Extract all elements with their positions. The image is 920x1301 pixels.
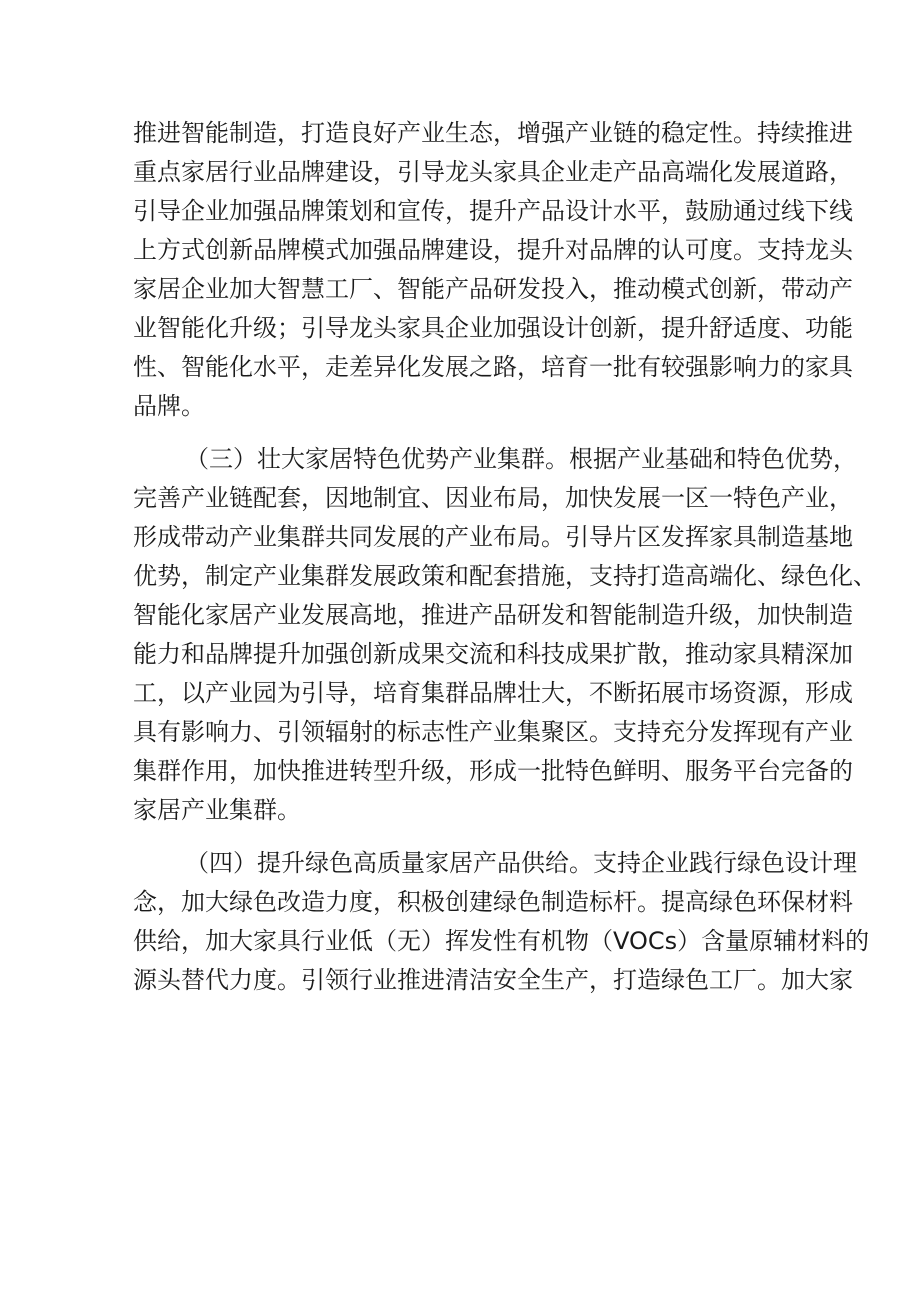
text-line: 上方式创新品牌模式加强品牌建设，提升对品牌的认可度。支持龙头 xyxy=(133,236,853,264)
text-line: 引导企业加强品牌策划和宣传，提升产品设计水平，鼓励通过线下线 xyxy=(133,197,853,225)
paragraph xyxy=(133,844,870,1000)
text-line: 业智能化升级；引导龙头家具企业加强设计创新，提升舒适度、功能 xyxy=(133,314,853,342)
text-line: 集群作用，加快推进转型升级，形成一批特色鲜明、服务平台完备的 xyxy=(133,757,853,785)
text-line: 智能化家居产业发展高地，推进产品研发和智能制造升级，加快制造 xyxy=(133,601,853,629)
text-line: 优势，制定产业集群发展政策和配套措施，支持打造高端化、绿色化、 xyxy=(133,562,877,590)
paragraph-gap xyxy=(133,426,793,440)
text-line: （三）壮大家居特色优势产业集群。根据产业基础和特色优势， xyxy=(185,445,857,473)
text-line: 推进智能制造，打造良好产业生态，增强产业链的稳定性。持续推进 xyxy=(133,119,853,147)
paragraph-gap xyxy=(133,830,793,844)
paragraph xyxy=(133,114,853,426)
text-line: 供给，加大家具行业低（无）挥发性有机物（VOCs）含量原辅材料的 xyxy=(133,927,870,955)
text-line: 形成带动产业集群共同发展的产业布局。引导片区发挥家具制造基地 xyxy=(133,523,853,551)
text-line: 具有影响力、引领辐射的标志性产业集聚区。支持充分发挥现有产业 xyxy=(133,718,853,746)
text-line: 念，加大绿色改造力度，积极创建绿色制造标杆。提高绿色环保材料 xyxy=(133,888,853,916)
text-line: 家居企业加大智慧工厂、智能产品研发投入，推动模式创新，带动产 xyxy=(133,275,853,303)
paragraph xyxy=(133,440,877,830)
text-line: 能力和品牌提升加强创新成果交流和科技成果扩散，推动家具精深加 xyxy=(133,640,853,668)
text-line: 重点家居行业品牌建设，引导龙头家具企业走产品高端化发展道路， xyxy=(133,158,853,186)
text-line: （四）提升绿色高质量家居产品供给。支持企业践行绿色设计理 xyxy=(185,849,857,877)
text-line: 性、智能化水平，走差异化发展之路，培育一批有较强影响力的家具 xyxy=(133,353,853,381)
text-line: 家居产业集群。 xyxy=(133,796,301,824)
text-line: 源头替代力度。引领行业推进清洁安全生产，打造绿色工厂。加大家 xyxy=(133,966,853,994)
text-line: 品牌。 xyxy=(133,392,205,420)
text-line: 完善产业链配套，因地制宜、因业布局，加快发展一区一特色产业， xyxy=(133,484,853,512)
document-body xyxy=(133,114,877,1000)
text-line: 工，以产业园为引导，培育集群品牌壮大，不断拓展市场资源，形成 xyxy=(133,679,853,707)
